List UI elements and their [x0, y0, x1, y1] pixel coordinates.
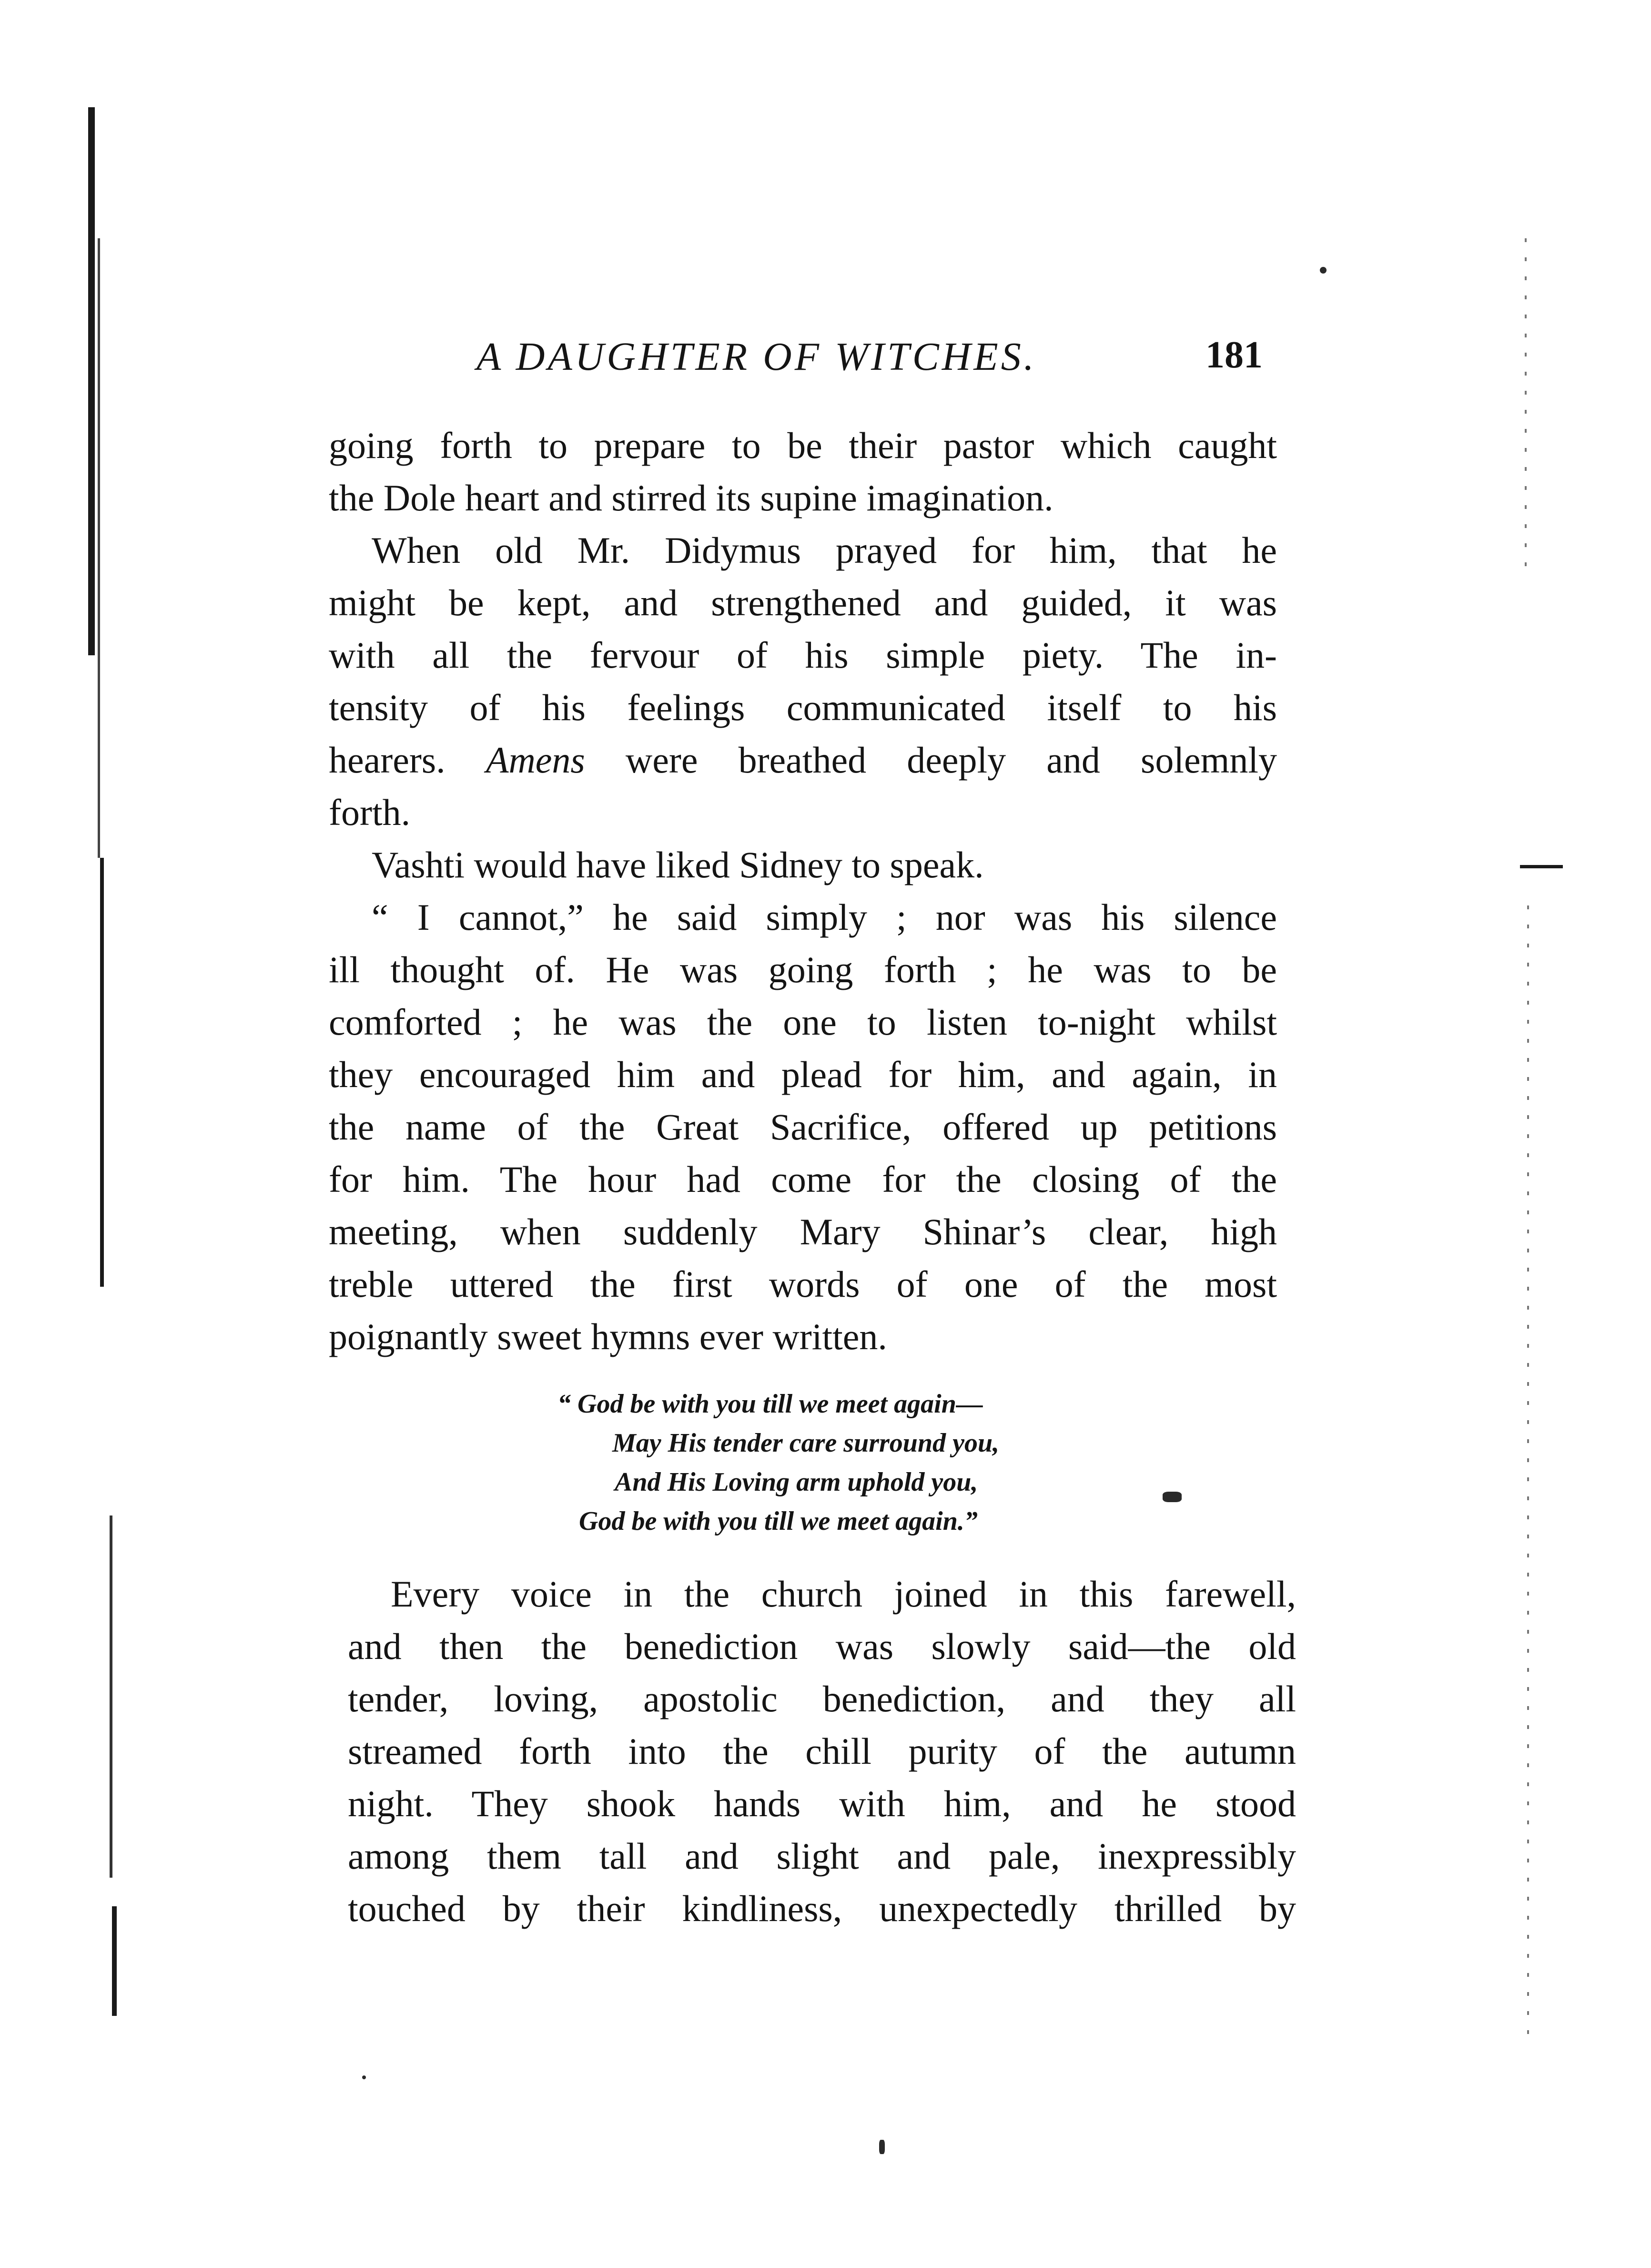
right-edge-dotted-line-upper	[1525, 238, 1527, 572]
hymn-stanza	[548, 1384, 1120, 1541]
text-line: ill thought of. He was going forth ; he was to be	[329, 949, 1277, 990]
text-line: might be kept, and strengthened and guided, it was	[329, 582, 1277, 623]
speck	[1320, 267, 1327, 274]
hymn-line: And His Loving arm uphold you,	[615, 1467, 978, 1497]
hymn-line: May His tender care surround you,	[612, 1428, 1000, 1458]
hymn-line: God be with you till we meet again.”	[579, 1506, 978, 1536]
text-line: for him. The hour had come for the closing of the	[329, 1159, 1277, 1200]
text-line: touched by their kindliness, unexpectedly thrilled by	[348, 1888, 1296, 1929]
text-line: tender, loving, apostolic benediction, and they all	[348, 1678, 1296, 1719]
text-line: among them tall and slight and pale, inexpressibly	[348, 1835, 1296, 1877]
text-line: Every voice in the church joined in this farewell,	[391, 1573, 1296, 1615]
binding-shadow-middle	[100, 858, 104, 1287]
text-line: meeting, when suddenly Mary Shinar’s clear, high	[329, 1211, 1277, 1252]
text-line: Vashti would have liked Sidney to speak.	[372, 844, 984, 885]
text-line: the name of the Great Sacrifice, offered up petitions	[329, 1106, 1277, 1148]
text-line: tensity of his feelings communicated itself to his	[329, 687, 1277, 728]
text-line: When old Mr. Didymus prayed for him, that he	[372, 529, 1277, 571]
body-text-continued	[348, 1568, 1296, 1935]
text-line-amens	[329, 734, 1277, 786]
right-edge-dash	[1520, 865, 1563, 868]
speck	[362, 2075, 366, 2079]
text-fragment: hearers.	[329, 739, 446, 781]
text-line: and then the benediction was slowly said—the old	[348, 1626, 1296, 1667]
page-number: 181	[1205, 334, 1263, 376]
text-line: night. They shook hands with him, and he stood	[348, 1783, 1296, 1824]
binding-shadow-upper-thin	[98, 238, 100, 858]
text-line: “ I cannot,” he said simply ; nor was his silence	[372, 896, 1277, 938]
text-fragment: were breathed deeply and solemnly	[625, 739, 1277, 781]
right-edge-dotted-line	[1527, 905, 1529, 2049]
text-line: treble uttered the first words of one of the most	[329, 1263, 1277, 1305]
text-line: forth.	[329, 792, 411, 833]
binding-curl-bottom	[112, 1906, 117, 2016]
body-text	[329, 419, 1277, 1363]
text-line: streamed forth into the chill purity of the autumn	[348, 1730, 1296, 1772]
text-line: going forth to prepare to be their pastor which caught	[329, 425, 1277, 466]
text-line: with all the fervour of his simple piety. The in-	[329, 634, 1277, 676]
speck	[879, 2140, 885, 2154]
text-line: comforted ; he was the one to listen to-night whilst	[329, 1001, 1277, 1043]
text-line: the Dole heart and stirred its supine imagination.	[329, 477, 1053, 519]
speck	[1163, 1492, 1182, 1502]
binding-shadow-lower	[110, 1515, 112, 1878]
hymn-line: “ God be with you till we meet again—	[557, 1389, 983, 1419]
binding-shadow-top	[88, 107, 95, 655]
running-head	[476, 334, 1296, 380]
italic-word: Amens	[486, 739, 585, 781]
text-line: poignantly sweet hymns ever written.	[329, 1316, 887, 1357]
running-title: A DAUGHTER OF WITCHES.	[476, 335, 1037, 379]
text-line: they encouraged him and plead for him, and again, in	[329, 1054, 1277, 1095]
